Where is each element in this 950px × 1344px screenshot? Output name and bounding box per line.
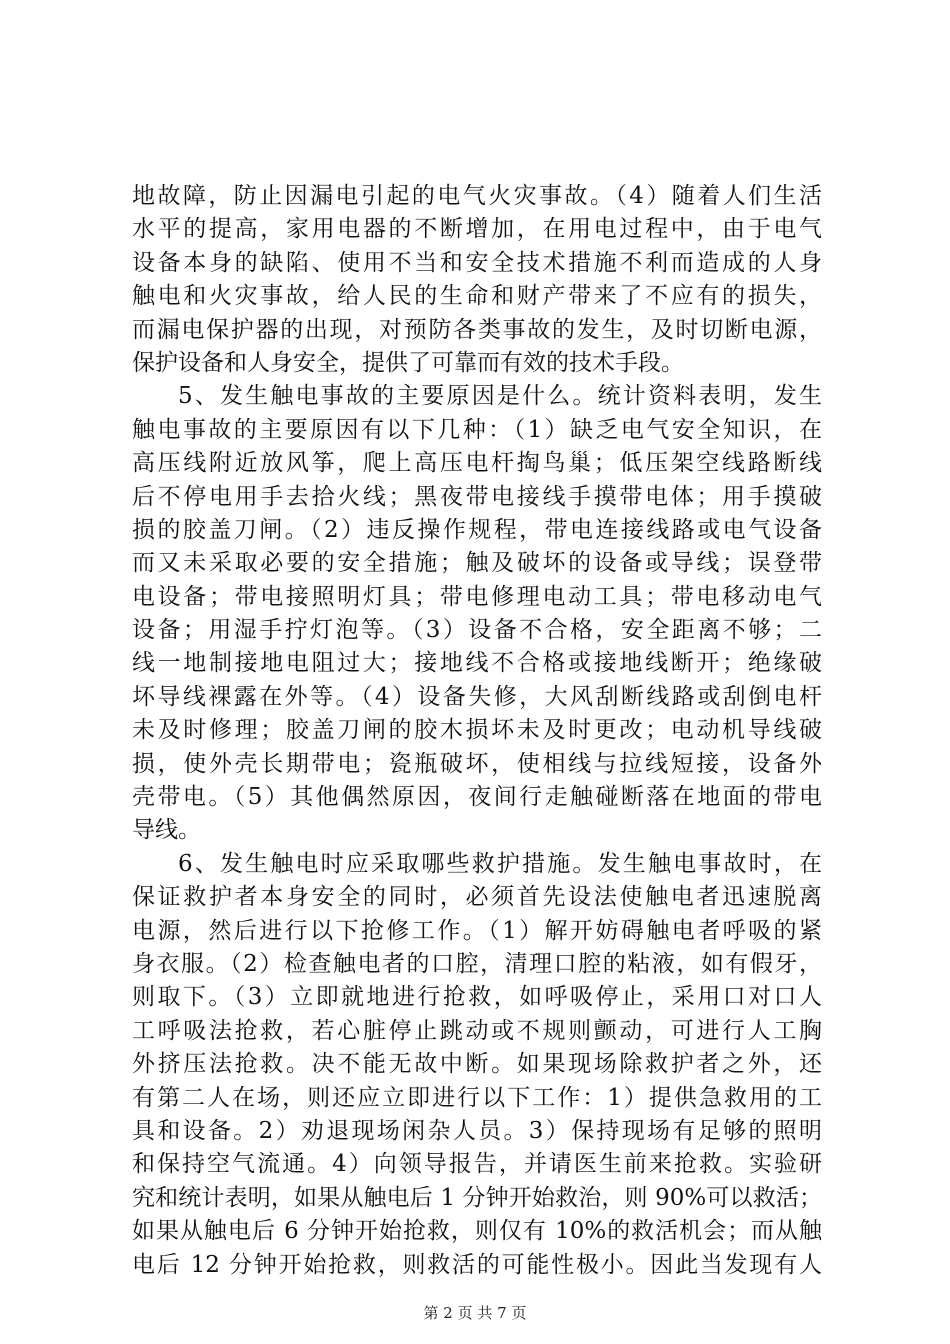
paragraph-line: 壳带电。（5）其他偶然原因，夜间行走触碰断落在地面的带电	[132, 784, 822, 811]
paragraph-line: 水平的提高，家用电器的不断增加，在用电过程中，由于电气	[132, 216, 822, 243]
paragraph-line: 触电事故的主要原因有以下几种：（1）缺乏电气安全知识，在	[132, 416, 822, 443]
body-text	[132, 180, 822, 1282]
paragraph-line: 有第二人在场，则还应立即进行以下工作：1）提供急救用的工	[132, 1084, 822, 1111]
paragraph-line: 线一地制接地电阻过大；接地线不合格或接地线断开；绝缘破	[132, 650, 822, 677]
paragraph-line: 保证救护者本身安全的同时，必须首先设法使触电者迅速脱离	[132, 884, 822, 911]
paragraph-line: 损的胶盖刀闸。（2）违反操作规程，带电连接线路或电气设备	[132, 516, 822, 543]
paragraph-line: 如果从触电后 6 分钟开始抢救，则仅有 10%的救活机会；而从触	[132, 1218, 822, 1245]
paragraph-line: 触电和火灾事故，给人民的生命和财产带来了不应有的损失，	[132, 283, 822, 310]
paragraph-line: 未及时修理；胶盖刀闸的胶木损坏未及时更改；电动机导线破	[132, 717, 822, 744]
paragraph-line: 究和统计表明，如果从触电后 1 分钟开始救治，则 90%可以救活；	[132, 1184, 822, 1211]
paragraph-line: 而漏电保护器的出现，对预防各类事故的发生，及时切断电源，	[132, 316, 822, 343]
paragraph-line: 电后 12 分钟开始抢救，则救活的可能性极小。因此当发现有人	[132, 1251, 822, 1278]
paragraph-line: 高压线附近放风筝，爬上高压电杆掏鸟巢；低压架空线路断线	[132, 450, 822, 477]
paragraph-line: 设备；用湿手拧灯泡等。（3）设备不合格，安全距离不够；二	[132, 617, 822, 644]
paragraph-line: 而又未采取必要的安全措施；触及破坏的设备或导线；误登带	[132, 550, 822, 577]
page-footer: 第 2 页 共 7 页	[423, 1304, 527, 1322]
paragraph-line: 后不停电用手去拾火线；黑夜带电接线手摸带电体；用手摸破	[132, 483, 822, 510]
paragraph-first-line: 6、发生触电时应采取哪些救护措施。发生触电事故时，在	[178, 850, 822, 877]
paragraph-line: 身衣服。（2）检查触电者的口腔，清理口腔的粘液，如有假牙，	[132, 950, 822, 977]
paragraph-line: 外挤压法抢救。决不能无故中断。如果现场除救护者之外，还	[132, 1051, 822, 1078]
paragraph-line: 具和设备。2）劝退现场闲杂人员。3）保持现场有足够的照明	[132, 1117, 822, 1144]
paragraph-line: 和保持空气流通。4）向领导报告，并请医生前来抢救。实验研	[132, 1151, 822, 1178]
paragraph-line: 保护设备和人身安全，提供了可靠而有效的技术手段。	[132, 349, 684, 376]
paragraph-line: 工呼吸法抢救，若心脏停止跳动或不规则颤动，可进行人工胸	[132, 1017, 822, 1044]
paragraph-line: 电设备；带电接照明灯具；带电修理电动工具；带电移动电气	[132, 583, 822, 610]
paragraph-first-line: 5、发生触电事故的主要原因是什么。统计资料表明，发生	[178, 383, 822, 410]
paragraph-line: 损，使外壳长期带电；瓷瓶破坏，使相线与拉线短接，设备外	[132, 750, 822, 777]
paragraph-line: 则取下。（3）立即就地进行抢救，如呼吸停止，采用口对口人	[132, 984, 822, 1011]
paragraph-line: 设备本身的缺陷、使用不当和安全技术措施不利而造成的人身	[132, 249, 822, 276]
paragraph-first-line: 地故障，防止因漏电引起的电气火灾事故。（4）随着人们生活	[132, 183, 822, 209]
paragraph-line: 电源，然后进行以下抢修工作。（1）解开妨碍触电者呼吸的紧	[132, 917, 822, 944]
paragraph-line: 导线。	[132, 817, 201, 844]
paragraph-line: 坏导线裸露在外等。（4）设备失修，大风刮断线路或刮倒电杆	[132, 683, 822, 710]
